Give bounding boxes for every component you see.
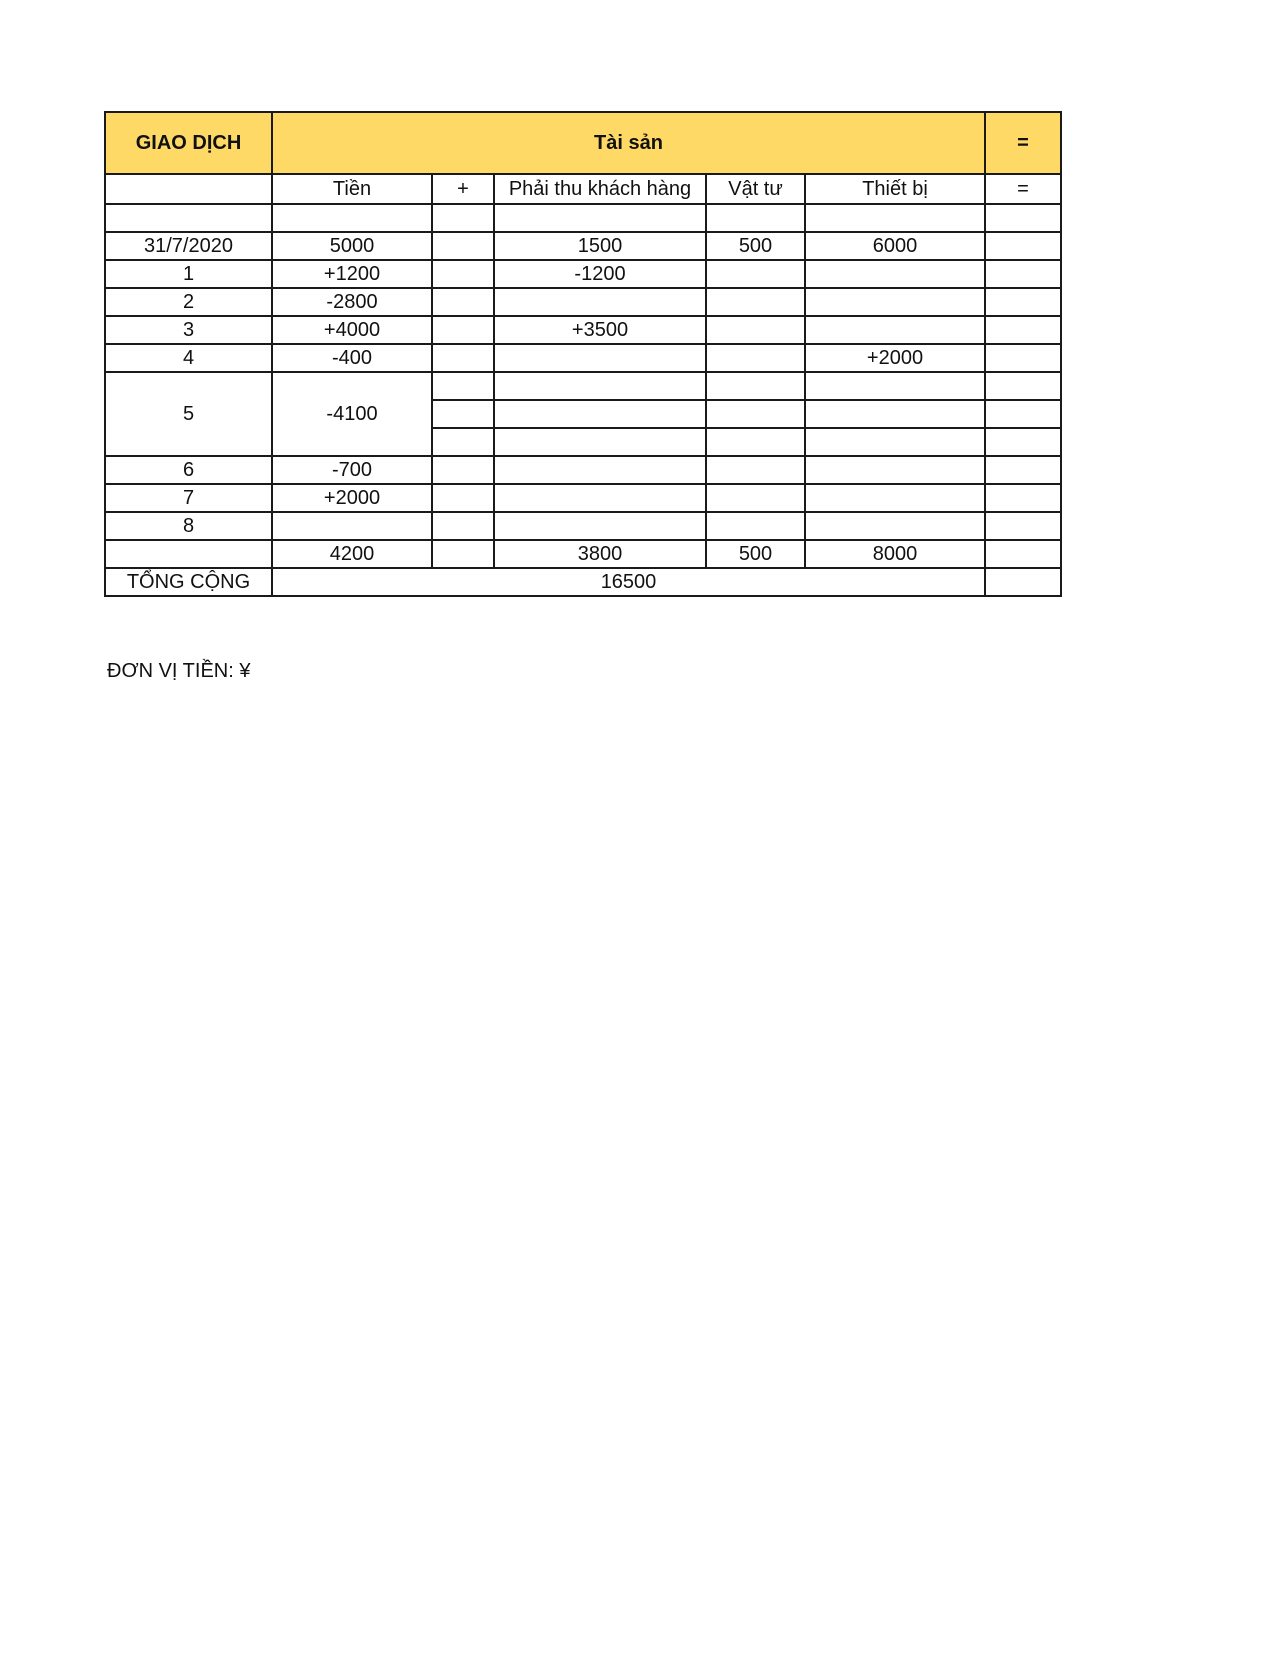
transaction-cell[interactable]: 3 — [105, 316, 272, 344]
transaction-cell[interactable]: 4 — [105, 344, 272, 372]
transaction-cell[interactable]: 7 — [105, 484, 272, 512]
equals-cell[interactable] — [985, 288, 1061, 316]
subheader-receivables[interactable]: Phải thu khách hàng — [494, 174, 706, 204]
equipment-cell[interactable] — [805, 456, 985, 484]
plus-cell[interactable] — [432, 372, 494, 400]
transaction-cell[interactable]: 6 — [105, 456, 272, 484]
supplies-cell[interactable] — [706, 260, 805, 288]
equals-cell[interactable] — [985, 204, 1061, 232]
equals-cell[interactable] — [985, 540, 1061, 568]
subheader-equipment[interactable]: Thiết bị — [805, 174, 985, 204]
cash-cell[interactable]: -400 — [272, 344, 432, 372]
plus-cell[interactable] — [432, 400, 494, 428]
table-row — [105, 260, 1061, 288]
equipment-cell[interactable] — [805, 260, 985, 288]
plus-cell[interactable] — [432, 428, 494, 456]
subheader-cell[interactable] — [105, 174, 272, 204]
receivables-cell[interactable]: 1500 — [494, 232, 706, 260]
table-row — [105, 344, 1061, 372]
receivables-cell[interactable]: 3800 — [494, 540, 706, 568]
equipment-cell[interactable] — [805, 316, 985, 344]
equipment-cell[interactable]: 8000 — [805, 540, 985, 568]
cash-cell[interactable]: -700 — [272, 456, 432, 484]
plus-cell[interactable] — [432, 484, 494, 512]
total-equals[interactable] — [985, 568, 1061, 596]
ledger-table — [104, 111, 1062, 597]
cash-cell[interactable]: +1200 — [272, 260, 432, 288]
equipment-cell[interactable] — [805, 512, 985, 540]
transaction-cell[interactable]: 1 — [105, 260, 272, 288]
table-row — [105, 316, 1061, 344]
header-equals[interactable]: = — [985, 112, 1061, 174]
equals-cell[interactable] — [985, 344, 1061, 372]
equipment-cell[interactable]: +2000 — [805, 344, 985, 372]
equals-cell[interactable] — [985, 400, 1061, 428]
plus-cell[interactable] — [432, 540, 494, 568]
supplies-cell[interactable] — [706, 372, 805, 400]
header-assets[interactable]: Tài sản — [272, 112, 985, 174]
subheader-row — [105, 174, 1061, 204]
equals-cell[interactable] — [985, 512, 1061, 540]
equipment-cell[interactable]: 6000 — [805, 232, 985, 260]
subheader-supplies[interactable]: Vật tư — [706, 174, 805, 204]
supplies-cell[interactable] — [706, 316, 805, 344]
plus-cell[interactable] — [432, 344, 494, 372]
cash-cell[interactable]: -2800 — [272, 288, 432, 316]
equipment-cell[interactable] — [805, 400, 985, 428]
cash-cell[interactable] — [272, 512, 432, 540]
subheader-cash[interactable]: Tiền — [272, 174, 432, 204]
cash-cell[interactable]: 4200 — [272, 540, 432, 568]
equipment-cell[interactable] — [805, 372, 985, 400]
cash-cell[interactable]: +4000 — [272, 316, 432, 344]
receivables-cell[interactable] — [494, 204, 706, 232]
supplies-cell[interactable] — [706, 344, 805, 372]
supplies-cell[interactable] — [706, 204, 805, 232]
equals-cell[interactable] — [985, 456, 1061, 484]
receivables-cell[interactable]: +3500 — [494, 316, 706, 344]
supplies-cell[interactable] — [706, 484, 805, 512]
receivables-cell[interactable] — [494, 344, 706, 372]
cash-cell[interactable] — [272, 204, 432, 232]
table-row — [105, 204, 1061, 232]
supplies-cell[interactable]: 500 — [706, 232, 805, 260]
total-value[interactable]: 16500 — [272, 568, 985, 596]
receivables-cell[interactable] — [494, 484, 706, 512]
plus-cell[interactable] — [432, 456, 494, 484]
supplies-cell[interactable]: 500 — [706, 540, 805, 568]
equipment-cell[interactable] — [805, 288, 985, 316]
equals-cell[interactable] — [985, 372, 1061, 400]
equals-cell[interactable] — [985, 428, 1061, 456]
supplies-cell[interactable] — [706, 288, 805, 316]
plus-cell[interactable] — [432, 316, 494, 344]
header-transaction[interactable]: GIAO DỊCH — [105, 112, 272, 174]
plus-cell[interactable] — [432, 232, 494, 260]
equipment-cell[interactable] — [805, 484, 985, 512]
plus-cell[interactable] — [432, 260, 494, 288]
table-row — [105, 232, 1061, 260]
cash-cell[interactable]: 5000 — [272, 232, 432, 260]
currency-note: ĐƠN VỊ TIỀN: ¥ — [107, 660, 251, 682]
equals-cell[interactable] — [985, 316, 1061, 344]
transaction-cell[interactable]: 31/7/2020 — [105, 232, 272, 260]
cash-cell[interactable]: +2000 — [272, 484, 432, 512]
cash-cell[interactable]: -4100 — [272, 372, 432, 456]
table-row — [105, 484, 1061, 512]
receivables-cell[interactable] — [494, 400, 706, 428]
subheader-equals[interactable]: = — [985, 174, 1061, 204]
receivables-cell[interactable] — [494, 456, 706, 484]
receivables-cell[interactable] — [494, 512, 706, 540]
supplies-cell[interactable] — [706, 512, 805, 540]
total-row — [105, 568, 1061, 596]
receivables-cell[interactable] — [494, 428, 706, 456]
transaction-cell[interactable]: 2 — [105, 288, 272, 316]
transaction-cell[interactable] — [105, 540, 272, 568]
equipment-cell[interactable] — [805, 204, 985, 232]
subheader-plus[interactable]: + — [432, 174, 494, 204]
plus-cell[interactable] — [432, 288, 494, 316]
table-row — [105, 456, 1061, 484]
plus-cell[interactable] — [432, 512, 494, 540]
transaction-cell[interactable]: 8 — [105, 512, 272, 540]
transaction-cell[interactable] — [105, 204, 272, 232]
supplies-cell[interactable] — [706, 428, 805, 456]
receivables-cell[interactable] — [494, 288, 706, 316]
total-label[interactable]: TỔNG CỘNG — [105, 568, 272, 596]
table-row — [105, 512, 1061, 540]
equipment-cell[interactable] — [805, 428, 985, 456]
receivables-cell[interactable] — [494, 372, 706, 400]
supplies-cell[interactable] — [706, 456, 805, 484]
table-row — [105, 540, 1061, 568]
plus-cell[interactable] — [432, 204, 494, 232]
table-row — [105, 372, 1061, 400]
equals-cell[interactable] — [985, 260, 1061, 288]
table-row — [105, 288, 1061, 316]
equals-cell[interactable] — [985, 484, 1061, 512]
receivables-cell[interactable]: -1200 — [494, 260, 706, 288]
transaction-cell[interactable]: 5 — [105, 372, 272, 456]
header-row — [105, 112, 1061, 174]
ledger-body — [105, 112, 1061, 596]
equals-cell[interactable] — [985, 232, 1061, 260]
supplies-cell[interactable] — [706, 400, 805, 428]
